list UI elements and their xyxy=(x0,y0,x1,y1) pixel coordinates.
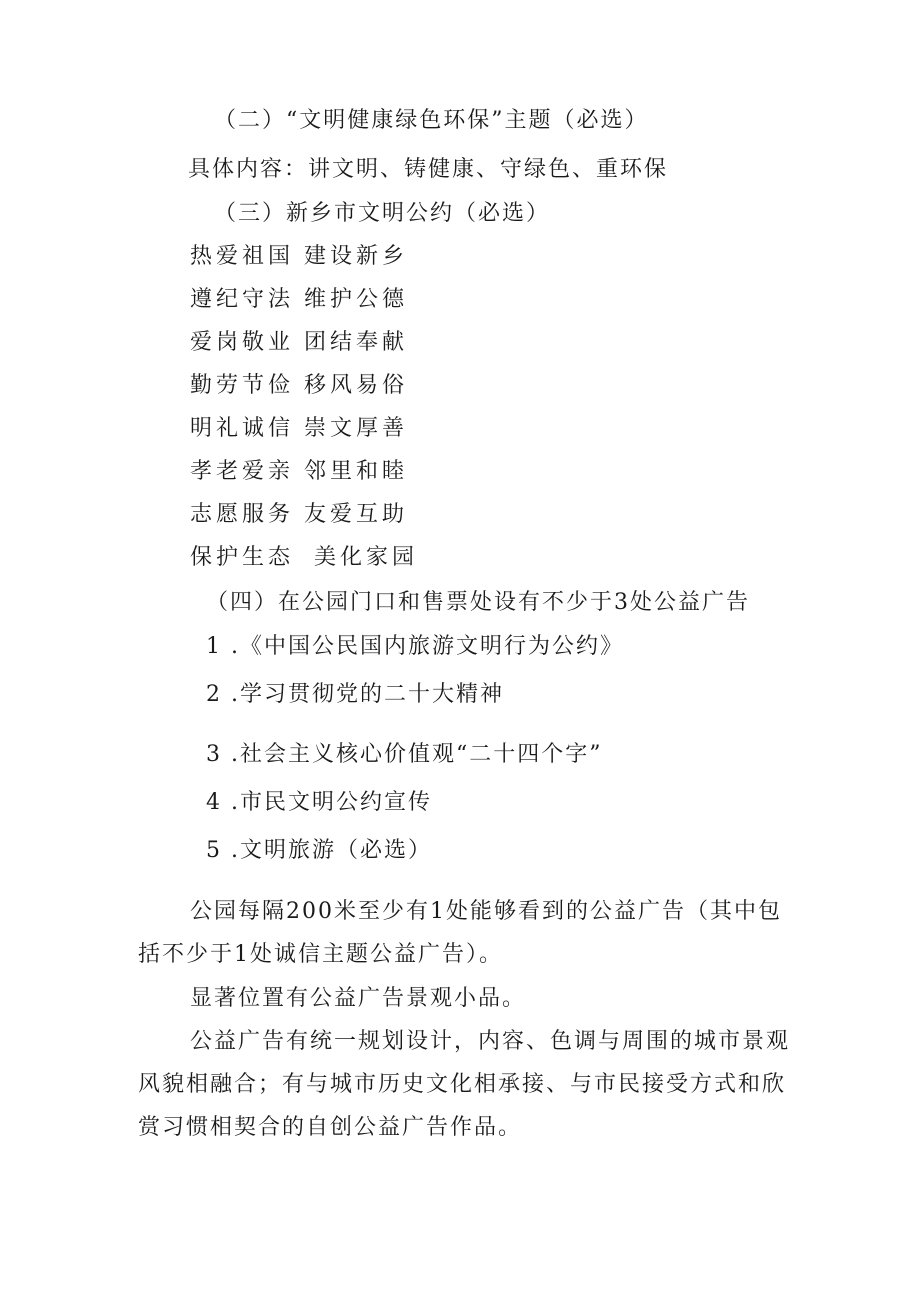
paragraph-2: 显著位置有公益广告景观小品。 xyxy=(190,986,527,1011)
section4-heading: （四）在公园门口和售票处设有不少于3处公益广告 xyxy=(206,590,750,615)
paragraph-3-line-1: 公益广告有统一规划设计，内容、色调与周围的城市景观 xyxy=(190,1029,791,1054)
pledge-right: 移风易俗 xyxy=(304,373,409,398)
pledge-right: 崇文厚善 xyxy=(304,416,409,441)
pledge-line-6 xyxy=(190,457,408,487)
pledge-left: 遵纪守法 xyxy=(190,287,295,312)
pledge-line-3 xyxy=(190,328,408,358)
list-item: 3 .社会主义核心价值观“二十四个字” xyxy=(206,742,603,767)
pledge-line-1 xyxy=(190,242,408,272)
paragraph-1-line-2: 括不少于1处诚信主题公益广告）。 xyxy=(138,942,503,967)
pledge-right: 团结奉献 xyxy=(304,330,409,355)
pledge-right: 美化家园 xyxy=(314,545,419,570)
list-item: 5 .文明旅游（必选） xyxy=(206,838,432,863)
paragraph-3-line-3: 赏习惯相契合的自创公益广告作品。 xyxy=(138,1115,523,1140)
pledge-right: 友爱互助 xyxy=(304,502,409,527)
paragraph-3-line-2: 风貌相融合；有与城市历史文化相承接、与市民接受方式和欣 xyxy=(138,1072,787,1097)
pledge-line-2 xyxy=(190,285,408,315)
pledge-line-8 xyxy=(190,543,418,573)
list-item: 1 .《中国公民国内旅游文明行为公约》 xyxy=(206,634,624,659)
pledge-line-5 xyxy=(190,414,408,444)
pledge-left: 热爱祖国 xyxy=(190,244,295,269)
pledge-line-4 xyxy=(190,371,408,401)
pledge-right: 维护公德 xyxy=(304,287,409,312)
pledge-right: 邻里和睦 xyxy=(304,459,409,484)
section2-content: 具体内容：讲文明、铸健康、守绿色、重环保 xyxy=(188,157,669,182)
pledge-line-7 xyxy=(190,500,408,530)
list-item: 2 .学习贯彻党的二十大精神 xyxy=(206,682,504,707)
section2-heading: （二）“文明健康绿色环保”主题（必选） xyxy=(214,108,649,133)
pledge-left: 爱岗敬业 xyxy=(190,330,295,355)
pledge-right: 建设新乡 xyxy=(304,244,409,269)
section3-heading: （三）新乡市文明公约（必选） xyxy=(214,201,551,226)
pledge-left: 志愿服务 xyxy=(190,502,295,527)
pledge-left: 孝老爱亲 xyxy=(190,459,295,484)
pledge-left: 明礼诚信 xyxy=(190,416,295,441)
pledge-left: 勤劳节俭 xyxy=(190,373,295,398)
pledge-left: 保护生态 xyxy=(190,545,295,570)
paragraph-1-line-1: 公园每隔200米至少有1处能够看到的公益广告（其中包 xyxy=(190,899,782,924)
list-item: 4 .市民文明公约宣传 xyxy=(206,790,432,815)
